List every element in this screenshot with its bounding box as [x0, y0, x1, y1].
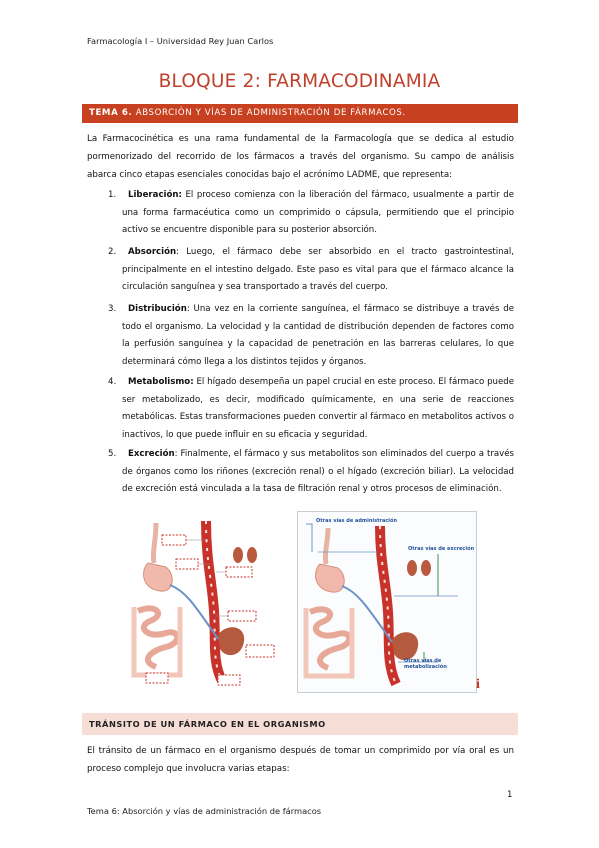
step-number: 4. — [108, 377, 117, 387]
step-term: Distribución — [128, 304, 187, 314]
section-heading — [82, 104, 518, 123]
step-term: Absorción — [128, 247, 177, 257]
transit-paragraph: El tránsito de un fármaco en el organismo después de tomar un comprimido por vía oral es un proceso complejo que involucra varias etapas: — [87, 746, 514, 774]
section-label: TEMA 6. — [89, 108, 133, 118]
document-title: BLOQUE 2: FARMACODINAMIA — [158, 71, 441, 92]
step-text: El hígado desempeña un papel crucial en este proceso. El fármaco puede ser metabolizado, es decir, modificado químicamente, en una serie de reacciones metabólicas. Estas transformaciones pueden convertir al fármaco en metabolitos activos o inactivos, lo que puede influir en su eficacia y seguridad. — [122, 377, 514, 440]
step-distribucion — [108, 301, 514, 371]
subsection-heading: TRÁNSITO DE UN FÁRMACO EN EL ORGANISMO — [82, 713, 518, 735]
step-text: : Una vez en la corriente sanguínea, el fármaco se distribuye a través de todo el organismo. La velocidad y la cantidad de distribución dependen de factores como la perfusión sanguínea y la capacidad de penetración en las barreras celulares, lo que determinará cómo llega a los distintos tejidos y órganos. — [122, 304, 514, 367]
step-absorcion — [108, 244, 514, 297]
step-text: : Luego, el fármaco debe ser absorbido en el tracto gastrointestinal, principalmente en el intestino delgado. Este paso es vital para que el fármaco alcance la circulación sanguínea y sea transportado a través del cuerpo. — [122, 247, 514, 292]
page-number: 1 — [507, 790, 513, 800]
other-metabolism-routes-label: Otras vías de metabolización — [404, 658, 447, 670]
publisher-logo: i — [476, 677, 480, 692]
body-route-diagram — [126, 511, 286, 693]
step-number: 1. — [108, 190, 117, 200]
other-administration-routes-label: Otras vías de administración — [316, 518, 398, 524]
step-number: 5. — [108, 449, 117, 459]
running-header: Farmacología I – Universidad Rey Juan Carlos — [87, 36, 274, 46]
step-liberacion — [108, 187, 514, 240]
intro-paragraph: La Farmacocinética es una rama fundamental de la Farmacología que se dedica al estudio pormenorizado del recorrido de los fármacos a través del organismo. Su campo de análisis abarca cinco etapas esenciales conocidas bajo el acrónimo LADME, que representa: — [87, 134, 514, 180]
step-term: Excreción — [128, 449, 175, 459]
running-footer: Tema 6: Absorción y vías de administración de fármacos — [87, 806, 322, 816]
step-excrecion — [108, 446, 514, 499]
step-number: 2. — [108, 247, 117, 257]
ladme-illustration-right — [297, 511, 477, 693]
step-metabolismo — [108, 374, 514, 444]
section-text: ABSORCIÓN Y VÍAS DE ADMINISTRACIÓN DE FÁRMACOS. — [135, 108, 406, 118]
step-term: Liberación: — [128, 190, 182, 200]
step-term: Metabolismo: — [128, 377, 194, 387]
other-excretion-routes-label: Otras vías de excreción — [408, 546, 475, 552]
step-number: 3. — [108, 304, 117, 314]
step-text: El proceso comienza con la liberación del fármaco, usualmente a partir de una forma farmacéutica como un comprimido o cápsula, permitiendo que el principio activo se encuentre disponible para su posterior absorción. — [122, 190, 514, 235]
step-text: : Finalmente, el fármaco y sus metabolitos son eliminados del cuerpo a través de órganos como los riñones (excreción renal) o el hígado (excreción biliar). La velocidad de excreción está vinculada a la tasa de filtración renal y otros procesos de eliminación. — [122, 449, 514, 494]
ladme-illustration-left — [126, 511, 286, 693]
